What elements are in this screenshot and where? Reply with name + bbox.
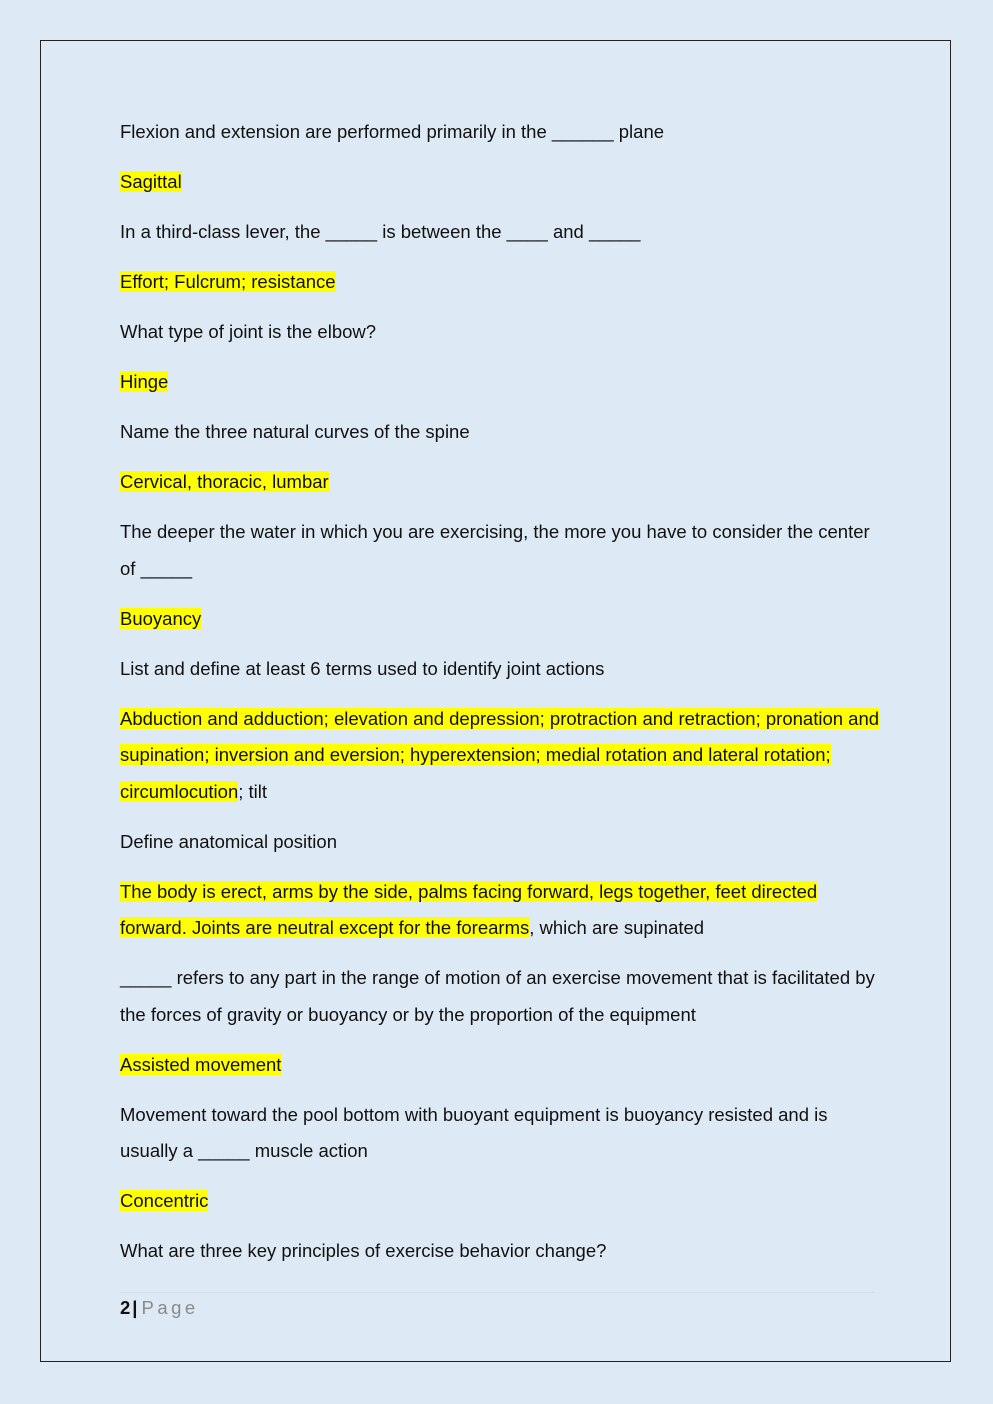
answer-4 xyxy=(120,464,880,501)
answer-highlight: Sagittal xyxy=(120,171,182,192)
document-body xyxy=(120,114,880,1283)
answer-highlight: Effort; Fulcrum; resistance xyxy=(120,271,336,292)
page-footer xyxy=(120,1292,875,1319)
answer-tail: , which are supinated xyxy=(529,917,705,938)
question-6: List and define at least 6 terms used to identify joint actions xyxy=(120,657,605,679)
answer-highlight: Abduction and adduction; elevation and depression; protraction and retraction; pronation and supination; inversion and eversion; hyperextension; medial rotation and lateral rotation; circumlocution xyxy=(120,707,880,802)
question-10: What are three key principles of exercise behavior change? xyxy=(120,1240,607,1261)
answer-7 xyxy=(120,874,880,947)
question-5: The deeper the water in which you are exercising, the more you have to consider the center of _____ xyxy=(120,521,870,579)
answer-5 xyxy=(120,601,880,638)
question-2: In a third-class lever, the _____ is between the ____ and _____ xyxy=(120,221,641,242)
page-label: Page xyxy=(141,1297,199,1318)
answer-highlight: Assisted movement xyxy=(120,1053,282,1075)
answer-6 xyxy=(120,701,880,811)
answer-3 xyxy=(120,364,880,401)
answer-1 xyxy=(120,164,880,201)
answer-highlight: Hinge xyxy=(120,371,169,392)
footer-separator: | xyxy=(132,1297,138,1318)
question-3: What type of joint is the elbow? xyxy=(120,321,377,342)
question-9: Movement toward the pool bottom with buoyant equipment is buoyancy resisted and is usually a _____ muscle action xyxy=(120,1103,828,1161)
answer-9 xyxy=(120,1183,880,1220)
answer-tail: ; tilt xyxy=(238,780,268,802)
question-7: Define anatomical position xyxy=(120,830,337,852)
question-4: Name the three natural curves of the spine xyxy=(120,421,470,442)
answer-8 xyxy=(120,1047,880,1084)
answer-2 xyxy=(120,264,880,301)
answer-highlight: Cervical, thoracic, lumbar xyxy=(120,471,329,492)
question-1: Flexion and extension are performed primarily in the ______ plane xyxy=(120,121,665,142)
answer-highlight: The body is erect, arms by the side, palms facing forward, legs together, feet directed forward. Joints are neutral except for the forearms xyxy=(120,880,818,938)
page-number: 2 xyxy=(120,1297,131,1318)
question-8: _____ refers to any part in the range of motion of an exercise movement that is facilitated by the forces of gravity or buoyancy or by the proportion of the equipment xyxy=(120,967,875,1025)
answer-highlight: Buoyancy xyxy=(120,607,202,629)
answer-highlight: Concentric xyxy=(120,1190,209,1211)
